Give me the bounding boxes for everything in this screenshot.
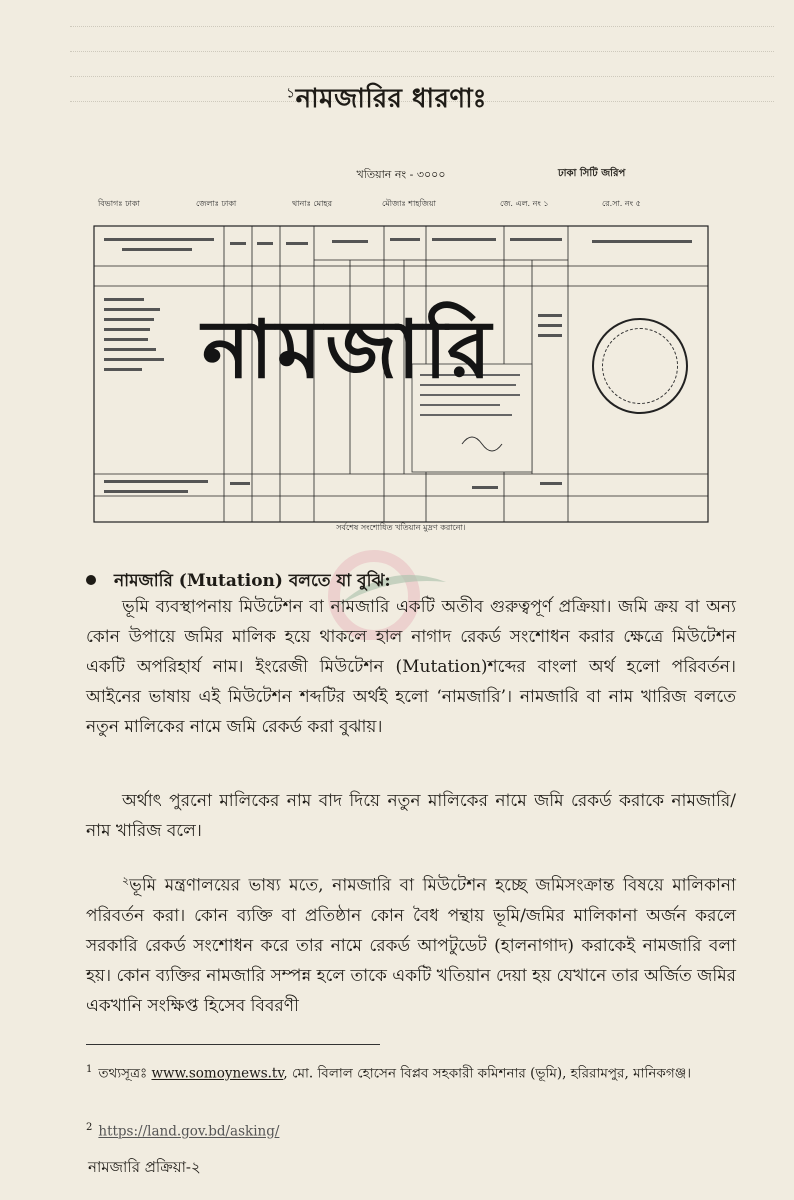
government-seal	[592, 318, 688, 414]
paragraph-3-text: ভূমি মন্ত্রণালয়ের ভাষ্য মতে, নামজারি বা মিউটেশন হচ্ছে জমিসংক্রান্ত বিষয়ে মালিকানা পরিবর্তন করা। কোন ব্যক্তি বা প্রতিষ্ঠান কোন বৈধ পন্থায় ভূমি/জমির মালিকানা অর্জন করলে সরকারি রেকর্ড সংশোধন করে তার নামে রেকর্ড আপটুডেট (হালনাগাদ) করাকেই নামজারি বলা হয়। কোন ব্যক্তির নামজারি সম্পন্ন হলে তাকে একটি খতিয়ান দেয়া হয় যেখানে তার অর্জিত জমির একখানি সংক্ষিপ্ত হিসেব বিবরণী	[86, 875, 736, 1016]
footnote-divider	[86, 1044, 380, 1045]
page-heading	[286, 78, 487, 122]
section-title-text: নামজারি (Mutation) বলতে যা বুঝি:	[114, 571, 391, 591]
paragraph-1: ভূমি ব্যবস্থাপনায় মিউটেশন বা নামজারি একটি অতীব গুরুত্বপূর্ণ প্রক্রিয়া। জমি ক্রয় বা অন্য কোন উপায়ে জমির মালিক হয়ে থাকলে হাল নাগাদ রেকর্ড সংশোধন করার ক্ষেত্রে মিউটেশন একটি অপরিহার্য নাম। ইংরেজী মিউটেশন (Mutation)শব্দের বাংলা অর্থ হলো পরিবর্তন। আইনের ভাষায় এই মিউটেশন শব্দটির অর্থই হলো ‘নামজারি’। নামজারি বা নাম খারিজ বলতে নতুন মালিকের নামে জমি রেকর্ড করা বুঝায়।	[86, 597, 736, 737]
meta-jl: জে. এল. নং ১	[500, 199, 549, 208]
khatian-label: খতিয়ান নং - ৩০০০	[356, 168, 446, 181]
paragraph-3-footnote-ref: ২	[122, 874, 130, 887]
meta-thana: থানাঃ মোহর	[292, 199, 333, 208]
meta-district: জেলাঃ ঢাকা	[196, 199, 237, 208]
namjari-stamp: নামজারি	[202, 303, 496, 396]
footnote-1-source: , মো. বিলাল হোসেন বিপ্লব সহকারী কমিশনার (ভূমি), হরিরামপুর, মানিকগঞ্জ।	[283, 1065, 692, 1082]
footnote-2-link[interactable]: https://land.gov.bd/asking/	[98, 1123, 280, 1140]
khatian-meta-row	[92, 198, 710, 212]
footnote-1	[86, 1058, 736, 1086]
meta-rs: রে.সা. নং ৫	[602, 199, 641, 208]
district-label: ঢাকা সিটি জরিপ	[558, 168, 626, 179]
footnote-1-number: 1	[86, 1064, 93, 1075]
page-footer: নামজারি প্রক্রিয়া-২	[88, 1158, 201, 1176]
footnote-2-number: 2	[86, 1122, 93, 1133]
footnote-1-prefix: তথ্যসূত্রঃ	[98, 1065, 148, 1082]
heading-text: নামজারির ধারণাঃ	[295, 84, 488, 114]
khatian-figure	[92, 160, 710, 540]
footnote-1-link[interactable]: www.somoynews.tv	[151, 1065, 284, 1082]
meta-division: বিভাগঃ ঢাকা	[98, 199, 140, 208]
paragraph-2: অর্থাৎ পুরনো মালিকের নাম বাদ দিয়ে নতুন মালিকের নামে জমি রেকর্ড করাকে নামজারি/নাম খারিজ বলে।	[86, 791, 736, 841]
heading-footnote-ref: ১	[286, 85, 296, 102]
footnote-2	[86, 1116, 736, 1144]
khatian-number	[92, 166, 710, 185]
bullet-icon	[86, 575, 96, 585]
meta-mouza: মৌজাঃ শাহজিয়া	[382, 199, 436, 208]
paragraph-3	[86, 866, 736, 1021]
table-footnote: সর্বশেষ সংশোধিত খতিয়ান মুদ্রণ করানো।	[336, 523, 466, 532]
